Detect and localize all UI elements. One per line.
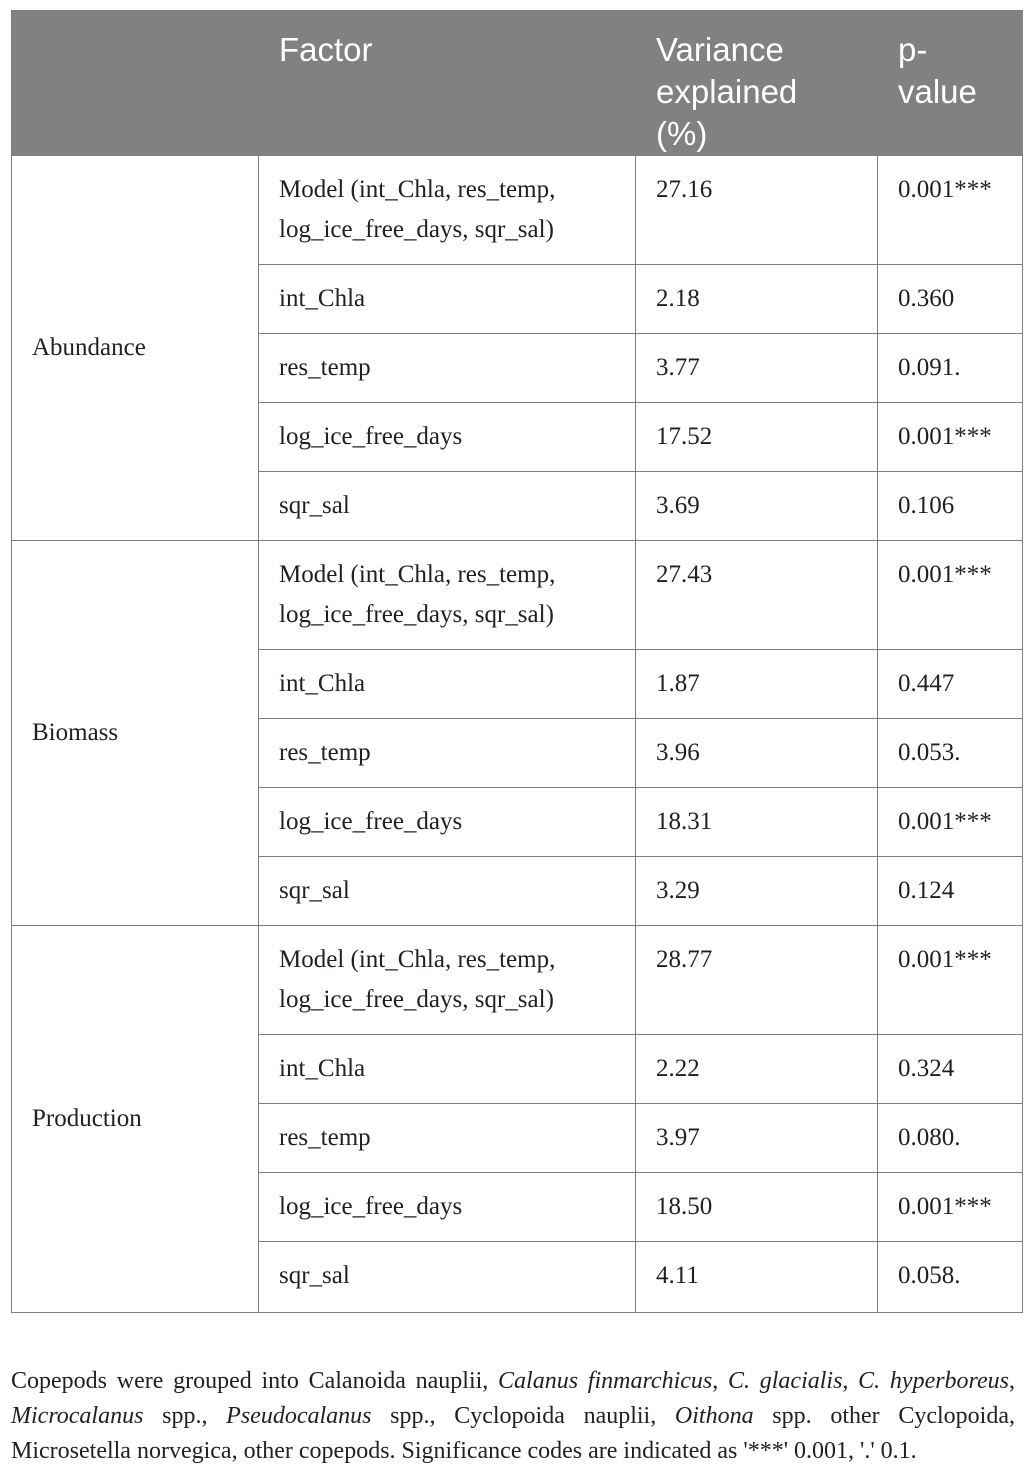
- p-value-cell: 0.001***: [878, 403, 1023, 472]
- footnote-text: spp.,: [143, 1403, 227, 1429]
- p-value-cell: 0.001***: [878, 1173, 1023, 1242]
- footnote-text: Copepods were grouped into Calanoida nauplii,: [11, 1368, 499, 1394]
- header-factor: Factor: [259, 11, 636, 156]
- results-table: [11, 10, 1023, 1313]
- factor-cell: res_temp: [259, 719, 636, 788]
- factor-cell: sqr_sal: [259, 472, 636, 541]
- factor-cell: log_ice_free_days: [259, 788, 636, 857]
- variance-cell: 27.43: [636, 541, 878, 650]
- footnote-taxon-italic: Microcalanus: [11, 1403, 144, 1429]
- factor-cell: log_ice_free_days: [259, 1173, 636, 1242]
- table-footnote: [11, 1364, 1015, 1469]
- group-label: Production: [12, 926, 259, 1313]
- variance-cell: 18.31: [636, 788, 878, 857]
- variance-cell: 3.69: [636, 472, 878, 541]
- factor-cell: sqr_sal: [259, 857, 636, 926]
- variance-cell: 3.96: [636, 719, 878, 788]
- p-value-cell: 0.447: [878, 650, 1023, 719]
- variance-cell: 18.50: [636, 1173, 878, 1242]
- p-value-cell: 0.091.: [878, 334, 1023, 403]
- group-label: Abundance: [12, 156, 259, 541]
- factor-cell: res_temp: [259, 1104, 636, 1173]
- table-header-row: [12, 11, 1023, 156]
- factor-cell: int_Chla: [259, 650, 636, 719]
- footnote-taxon-italic: C. glacialis, C. hyperboreus: [728, 1368, 1010, 1394]
- footnote-text: spp. other Cyclopoida, Microsetella norvegica, other copepods. Significance codes are indicated as '***' 0.001, '.' 0.1.: [11, 1403, 1015, 1464]
- p-value-cell: 0.324: [878, 1035, 1023, 1104]
- factor-cell: Model (int_Chla, res_temp, log_ice_free_days, sqr_sal): [259, 541, 636, 650]
- p-value-cell: 0.053.: [878, 719, 1023, 788]
- table-row: [12, 926, 1023, 1035]
- p-value-cell: 0.360: [878, 265, 1023, 334]
- table-body: [12, 156, 1023, 1313]
- factor-cell: int_Chla: [259, 1035, 636, 1104]
- p-value-cell: 0.124: [878, 857, 1023, 926]
- p-value-cell: 0.106: [878, 472, 1023, 541]
- footnote-taxon-italic: Oithona: [674, 1403, 754, 1429]
- variance-cell: 3.29: [636, 857, 878, 926]
- variance-cell: 3.77: [636, 334, 878, 403]
- footnote-taxon-italic: Calanus finmarchicus: [498, 1368, 713, 1394]
- factor-cell: log_ice_free_days: [259, 403, 636, 472]
- p-value-cell: 0.001***: [878, 541, 1023, 650]
- footnote-text: ,: [712, 1368, 728, 1394]
- p-value-cell: 0.001***: [878, 788, 1023, 857]
- p-value-cell: 0.080.: [878, 1104, 1023, 1173]
- factor-cell: int_Chla: [259, 265, 636, 334]
- variance-cell: 1.87: [636, 650, 878, 719]
- variance-cell: 28.77: [636, 926, 878, 1035]
- group-label: Biomass: [12, 541, 259, 926]
- p-value-cell: 0.001***: [878, 926, 1023, 1035]
- factor-cell: res_temp: [259, 334, 636, 403]
- factor-cell: sqr_sal: [259, 1242, 636, 1313]
- table-row: [12, 156, 1023, 265]
- header-variance-explained: Variance explained (%): [636, 11, 878, 156]
- variance-cell: 2.18: [636, 265, 878, 334]
- header-group: [12, 11, 259, 156]
- p-value-cell: 0.058.: [878, 1242, 1023, 1313]
- factor-cell: Model (int_Chla, res_temp, log_ice_free_days, sqr_sal): [259, 926, 636, 1035]
- factor-cell: Model (int_Chla, res_temp, log_ice_free_days, sqr_sal): [259, 156, 636, 265]
- footnote-text: ,: [1009, 1368, 1016, 1394]
- footnote-text: spp., Cyclopoida nauplii,: [371, 1403, 675, 1429]
- header-p-value: p-value: [878, 11, 1023, 156]
- footnote-taxon-italic: Pseudocalanus: [226, 1403, 372, 1429]
- variance-cell: 4.11: [636, 1242, 878, 1313]
- variance-cell: 17.52: [636, 403, 878, 472]
- variance-cell: 2.22: [636, 1035, 878, 1104]
- variance-cell: 27.16: [636, 156, 878, 265]
- variance-cell: 3.97: [636, 1104, 878, 1173]
- p-value-cell: 0.001***: [878, 156, 1023, 265]
- table-row: [12, 541, 1023, 650]
